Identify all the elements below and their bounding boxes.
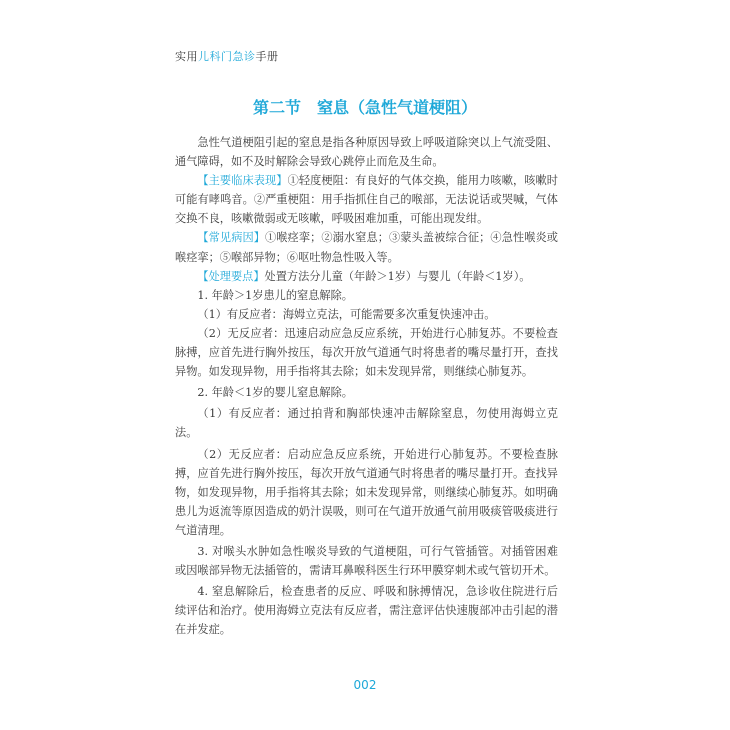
page-number: 002 bbox=[353, 678, 377, 692]
paragraph: （2）无反应者：迅速启动应急反应系统，开始进行心肺复苏。不要检查脉搏，应首先进行胸外按压，每次开放气道通气时将患者的嘴尽量打开，查找异物。如发现异物，用手指将其去除；如未发现异常，则继续心肺复苏。 bbox=[175, 326, 558, 379]
section-title: 第二节 窒息（急性气道梗阻） bbox=[252, 98, 477, 117]
paragraph-treatment bbox=[175, 267, 558, 286]
paragraph: （1）有反应者：通过拍背和胸部快速冲击解除窒息，勿使用海姆立克法。 bbox=[175, 407, 558, 440]
paragraph: （1）有反应者：海姆立克法，可能需要多次重复快速冲击。 bbox=[197, 307, 496, 321]
treatment-tag: 【处理要点】 bbox=[197, 269, 265, 283]
clinical-tag: 【主要临床表现】 bbox=[197, 174, 288, 188]
treatment-text: 处置方法分儿童（年龄＞1岁）与婴儿（年龄＜1岁）。 bbox=[264, 269, 531, 283]
paragraph: （2）无反应者：启动应急反应系统，开始进行心肺复苏。不要检查脉搏，应首先进行胸外按压，每次开放气道通气时将患者的嘴尽量打开。查找异物，如发现异物，用手指将其去除；如未发现异常，则继续心肺复苏。如明确患儿为返流等原因造成的奶汁误吸，则可在气道开放通气前用吸痰管吸痰进行气道清理。 bbox=[175, 447, 558, 537]
body-text bbox=[175, 133, 558, 639]
paragraph: 3. 对喉头水肿如急性喉炎导致的气道梗阻，可行气管插管。对插管困难或因喉部异物无法插管的，需请耳鼻喉科医生行环甲膜穿刺术或气管切开术。 bbox=[175, 544, 558, 578]
paragraph-causes bbox=[175, 228, 558, 266]
header-suffix: 手册 bbox=[255, 50, 279, 63]
paragraph: 4. 窒息解除后，检查患者的反应、呼吸和脉搏情况，急诊收住院进行后续评估和治疗。使用海姆立克法有反应者，需注意评估快速腹部冲击引起的潜在并发症。 bbox=[175, 585, 558, 637]
paragraph-clinical bbox=[175, 171, 558, 228]
header-prefix: 实用 bbox=[175, 50, 198, 63]
header-highlight: 儿科门急诊 bbox=[198, 50, 256, 63]
paragraph: 2. 年龄＜1岁的婴儿窒息解除。 bbox=[197, 386, 353, 400]
running-header bbox=[175, 48, 279, 64]
causes-tag: 【常见病因】 bbox=[197, 231, 266, 245]
causes-text: ①喉痉挛；②溺水窒息；③蒙头盖被综合征；④急性喉炎或喉痉挛；⑤喉部异物；⑥呕吐物急性吸入等。 bbox=[175, 231, 558, 264]
clinical-text: ①轻度梗阻：有良好的气体交换，能用力咳嗽，咳嗽时可能有哮鸣音。②严重梗阻：用手指抓住自己的喉部，无法说话或哭喊，气体交换不良，咳嗽微弱或无咳嗽，呼吸困难加重，可能出现发绀。 bbox=[175, 174, 558, 226]
paragraph: 急性气道梗阻引起的窒息是指各种原因导致上呼吸道除突以上气流受阻、通气障碍，如不及时解除会导致心跳停止而危及生命。 bbox=[175, 136, 558, 169]
paragraph: 1. 年龄＞1岁患儿的窒息解除。 bbox=[197, 288, 353, 302]
